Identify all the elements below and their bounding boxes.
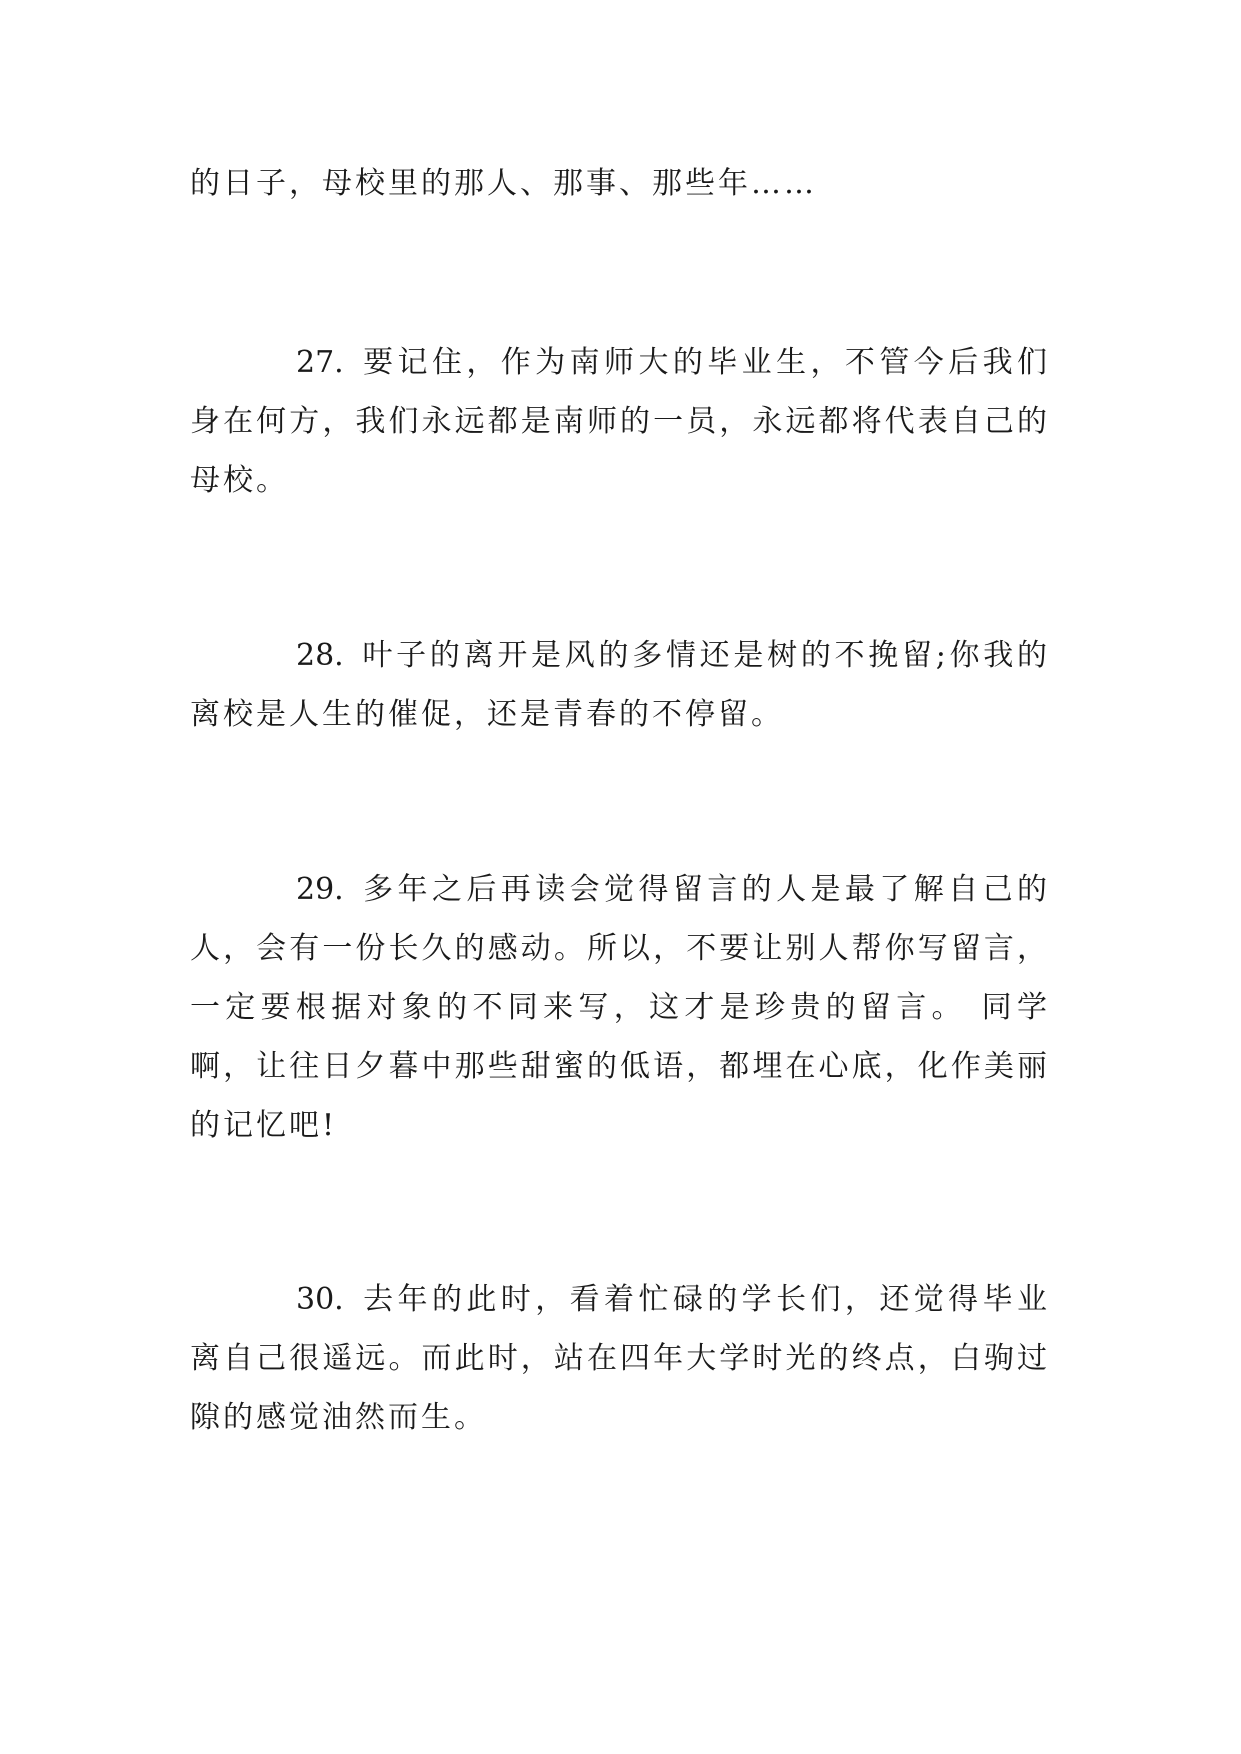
paragraph-number: 30. [296, 1282, 344, 1317]
paragraph-29 [190, 860, 1050, 1155]
paragraph-27 [190, 333, 1050, 510]
paragraph-28 [190, 626, 1050, 744]
paragraph-text: 多年之后再读会觉得留言的人是最了解自己的人，会有一份长久的感动。所以，不要让别人帮你写留言，一定要根据对象的不同来写，这才是珍贵的留言。 同学啊，让往日夕暮中那些甜蜜的低语，都埋在心底，化作美丽的记忆吧! [190, 872, 1050, 1143]
paragraph-text: 叶子的离开是风的多情还是树的不挽留;你我的离校是人生的催促，还是青春的不停留。 [190, 638, 1050, 732]
paragraph-number: 27. [296, 345, 344, 380]
paragraph-text: 去年的此时，看着忙碌的学长们，还觉得毕业离自己很遥远。而此时，站在四年大学时光的终点，白驹过隙的感觉油然而生。 [190, 1282, 1050, 1435]
paragraph-30 [190, 1270, 1050, 1447]
paragraph-number: 29. [296, 872, 344, 907]
paragraph-number: 28. [296, 638, 344, 673]
paragraph-continuation [190, 154, 1050, 213]
paragraph-text: 要记住，作为南师大的毕业生，不管今后我们身在何方，我们永远都是南师的一员，永远都将代表自己的母校。 [190, 345, 1050, 498]
paragraph-text: 的日子，母校里的那人、那事、那些年…… [190, 166, 817, 201]
